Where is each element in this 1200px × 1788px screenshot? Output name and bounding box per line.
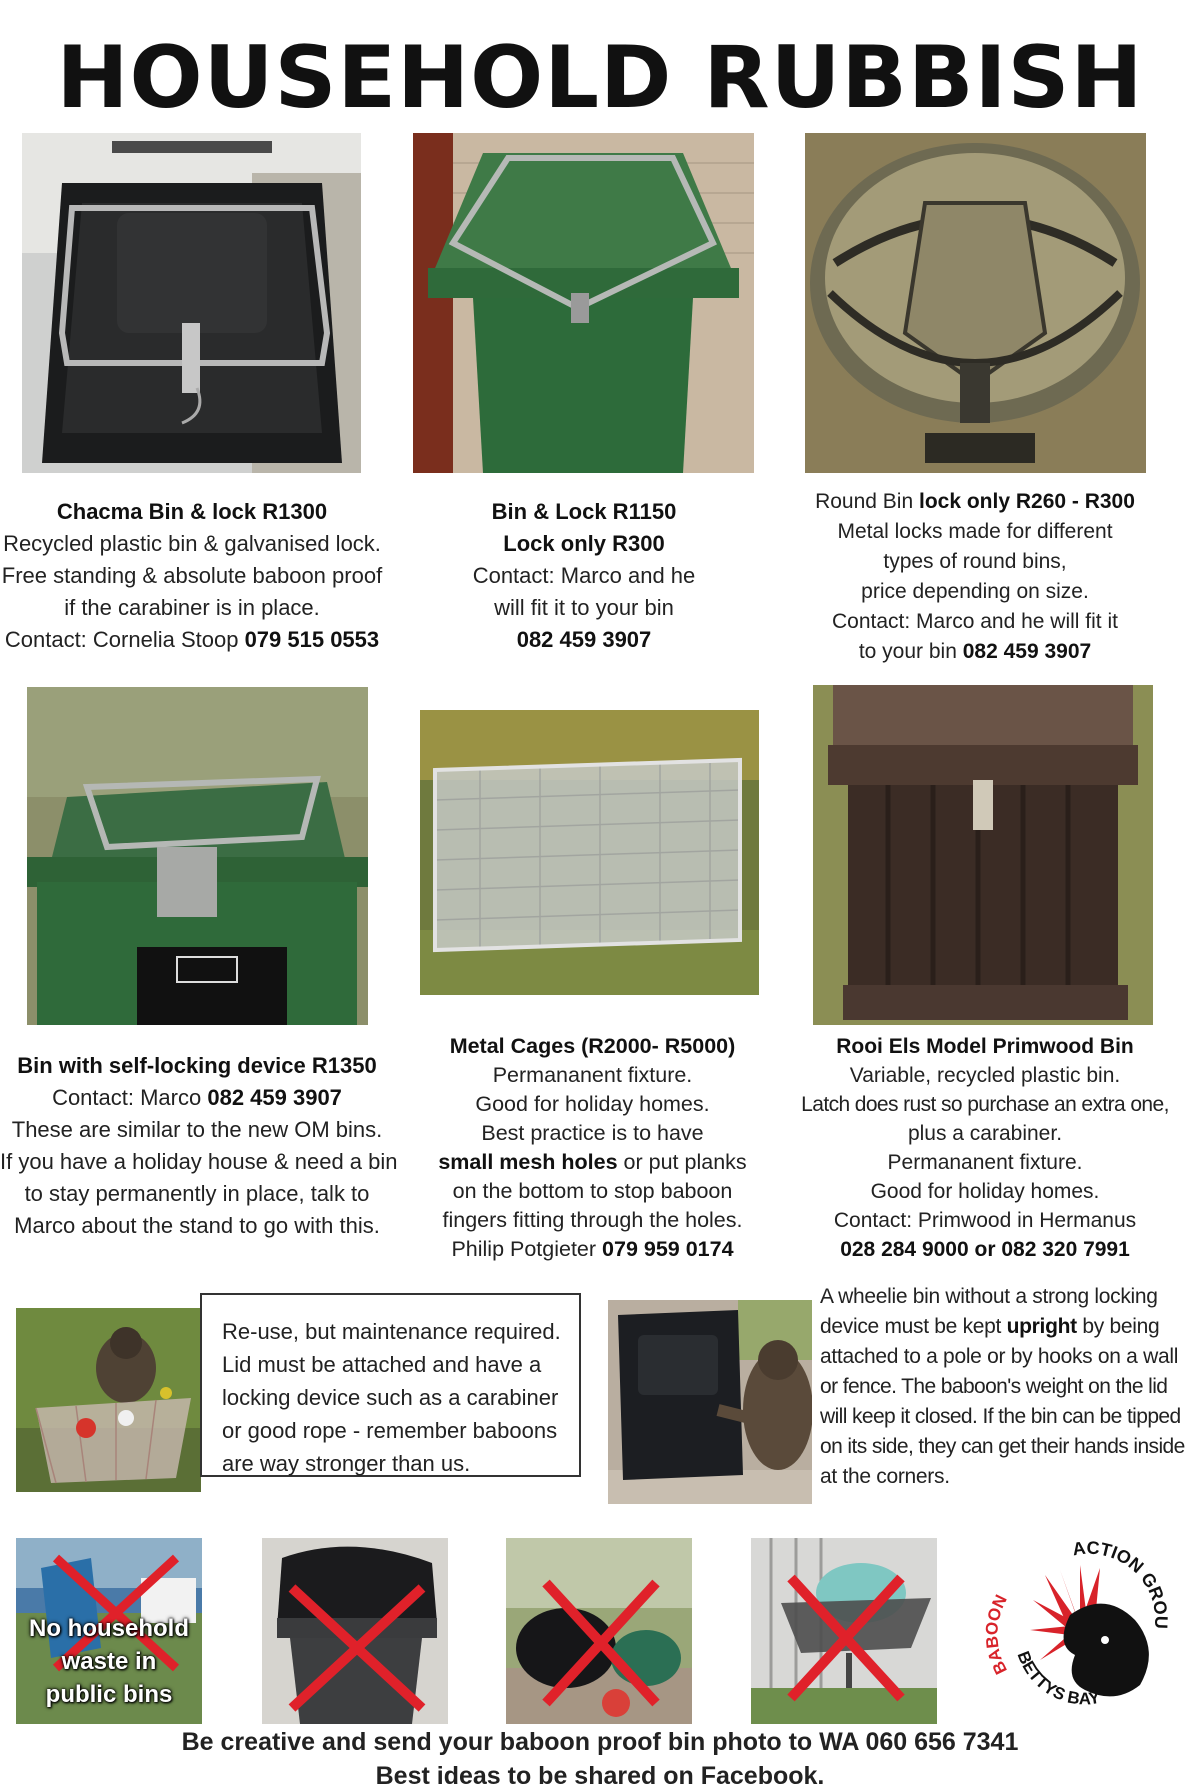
logo-bottom-text: BETTYS BAY bbox=[1013, 1648, 1102, 1709]
rooi-els-line2: Latch does rust so purchase an extra one, bbox=[801, 1093, 1169, 1116]
round-bin-prefix: Round Bin bbox=[815, 490, 919, 513]
overfull-bin-crossed-photo bbox=[262, 1538, 448, 1724]
basket-bags-crossed-photo bbox=[751, 1538, 937, 1724]
wheelie-line4: or fence. The baboon's weight on the lid bbox=[820, 1375, 1168, 1398]
bin-lock-name: Bin & Lock R1150 bbox=[491, 499, 677, 524]
self-locking-line3: to stay permanently in place, talk to bbox=[24, 1181, 370, 1206]
round-bin-line5 bbox=[790, 637, 1160, 667]
cages-line3: Best practice is to have bbox=[481, 1121, 704, 1145]
cages-line6: fingers fitting through the holes. bbox=[442, 1208, 743, 1232]
chacma-contact bbox=[0, 624, 384, 656]
self-locking-bin-photo bbox=[27, 687, 368, 1025]
chacma-caption bbox=[0, 496, 384, 656]
baboon-action-group-logo bbox=[985, 1530, 1175, 1720]
wheelie-line3: attached to a pole or by hooks on a wall bbox=[820, 1345, 1179, 1368]
logo-left-text: BA ON bbox=[985, 1591, 1011, 1678]
round-bin-line1: Metal locks made for different bbox=[837, 520, 1113, 543]
wheelie-line2 bbox=[820, 1312, 1200, 1342]
rooi-els-line1: Variable, recycled plastic bin. bbox=[849, 1064, 1121, 1087]
svg-text:BABOON bbox=[985, 1592, 1011, 1678]
round-bin-line4: Contact: Marco and he will fit it bbox=[832, 610, 1118, 633]
round-bin-phone: 082 459 3907 bbox=[962, 640, 1092, 663]
round-bin-caption bbox=[790, 487, 1160, 667]
metal-cage-photo bbox=[420, 710, 759, 995]
bin-lock-lock-only: Lock only R300 bbox=[503, 531, 665, 556]
self-locking-caption bbox=[0, 1050, 398, 1242]
rooi-els-line3: plus a carabiner. bbox=[907, 1122, 1063, 1145]
wheelie-bin-advice bbox=[820, 1282, 1200, 1492]
chacma-line2: Free standing & absolute baboon proof bbox=[1, 563, 383, 588]
round-bin-name bbox=[790, 487, 1160, 517]
bin-lock-caption bbox=[414, 496, 754, 656]
chacma-line1: Recycled plastic bin & galvanised lock. bbox=[3, 531, 381, 556]
no-public-line1: No household bbox=[29, 1615, 189, 1642]
rooi-els-phone: 028 284 9000 or 082 320 7991 bbox=[840, 1238, 1130, 1261]
bin-lock-line1: Contact: Marco and he bbox=[472, 563, 696, 588]
baboon-wheelie-bin-photo bbox=[608, 1300, 812, 1504]
cages-line1: Permananent fixture. bbox=[492, 1063, 693, 1087]
no-public-bins-label bbox=[16, 1612, 202, 1711]
self-locking-line2: If you have a holiday house & need a bin bbox=[0, 1149, 398, 1174]
round-bin-lock-photo bbox=[805, 133, 1146, 473]
footer-line1: Be creative and send your baboon proof bin photo to WA 060 656 7341 bbox=[181, 1728, 1019, 1756]
cages-caption bbox=[410, 1032, 775, 1264]
self-locking-phone: 082 459 3907 bbox=[207, 1085, 342, 1110]
bin-lock-line2: will fit it to your bin bbox=[494, 595, 674, 620]
logo-top-text: ACTION GROU bbox=[1071, 1537, 1172, 1630]
chacma-name: Chacma Bin & lock R1300 bbox=[56, 499, 328, 524]
reuse-line2: Lid must be attached and have a bbox=[222, 1352, 542, 1377]
wheelie-line6: on its side, they can get their hands inside bbox=[820, 1435, 1185, 1458]
reuse-basket-box bbox=[200, 1293, 581, 1477]
chacma-phone: 079 515 0553 bbox=[244, 627, 380, 652]
wheelie-line7: at the corners. bbox=[820, 1465, 950, 1488]
no-public-line3: public bins bbox=[45, 1681, 173, 1708]
cages-line2: Good for holiday homes. bbox=[475, 1092, 710, 1116]
cages-line4 bbox=[410, 1148, 775, 1177]
reuse-line4: or good rope - remember baboons bbox=[222, 1418, 558, 1443]
reuse-line5: are way stronger than us. bbox=[222, 1451, 471, 1476]
cages-bold-part: small mesh holes bbox=[438, 1150, 618, 1174]
reuse-line1: Re-use, but maintenance required. bbox=[222, 1319, 561, 1344]
chacma-bin-photo bbox=[22, 133, 361, 473]
no-public-line2: waste in bbox=[61, 1648, 157, 1675]
bags-on-ground-crossed-photo bbox=[506, 1538, 692, 1724]
footer-line2: Best ideas to be shared on Facebook. bbox=[375, 1762, 825, 1788]
page-title: HOUSEHOLD RUBBISH bbox=[56, 28, 1144, 128]
wheelie-upright: upright bbox=[1006, 1315, 1077, 1338]
wheelie-line2-prefix: device must be kept bbox=[820, 1315, 1007, 1338]
bin-lock-phone: 082 459 3907 bbox=[516, 627, 652, 652]
self-locking-name: Bin with self-locking device R1350 bbox=[17, 1053, 377, 1078]
round-bin-line5-label: to your bin bbox=[858, 640, 963, 663]
primwood-bin-photo bbox=[813, 685, 1153, 1025]
rooi-els-line4: Permananent fixture. bbox=[887, 1151, 1083, 1174]
cages-line5: on the bottom to stop baboon bbox=[452, 1179, 733, 1203]
cages-contact bbox=[410, 1235, 775, 1264]
cages-contact-label: Philip Potgieter bbox=[451, 1237, 603, 1261]
cages-phone: 079 959 0174 bbox=[602, 1237, 734, 1261]
wheelie-line2-rest: by being bbox=[1076, 1315, 1160, 1338]
round-bin-line3: price depending on size. bbox=[861, 580, 1089, 603]
rooi-els-name: Rooi Els Model Primwood Bin bbox=[836, 1035, 1134, 1058]
baboon-basket-photo bbox=[16, 1308, 201, 1492]
self-locking-line1: These are similar to the new OM bins. bbox=[11, 1117, 383, 1142]
round-bin-price: lock only R260 - R300 bbox=[918, 490, 1135, 513]
green-bin-lock-photo bbox=[413, 133, 754, 473]
cages-name: Metal Cages (R2000- R5000) bbox=[449, 1034, 736, 1058]
wheelie-line1: A wheelie bin without a strong locking bbox=[820, 1285, 1158, 1308]
reuse-line3: locking device such as a carabiner bbox=[222, 1385, 559, 1410]
wheelie-line5: will keep it closed. If the bin can be tipped bbox=[820, 1405, 1181, 1428]
rooi-els-line5: Good for holiday homes. bbox=[870, 1180, 1100, 1203]
rooi-els-line6: Contact: Primwood in Hermanus bbox=[833, 1209, 1137, 1232]
chacma-line3: if the carabiner is in place. bbox=[64, 595, 320, 620]
cages-line4-rest: or put planks bbox=[617, 1150, 747, 1174]
round-bin-line2: types of round bins, bbox=[883, 550, 1067, 573]
self-locking-contact-label: Contact: Marco bbox=[52, 1085, 208, 1110]
self-locking-contact bbox=[0, 1082, 394, 1114]
rooi-els-caption bbox=[785, 1032, 1185, 1264]
self-locking-line4: Marco about the stand to go with this. bbox=[14, 1213, 380, 1238]
chacma-contact-label: Contact: Cornelia Stoop bbox=[4, 627, 245, 652]
